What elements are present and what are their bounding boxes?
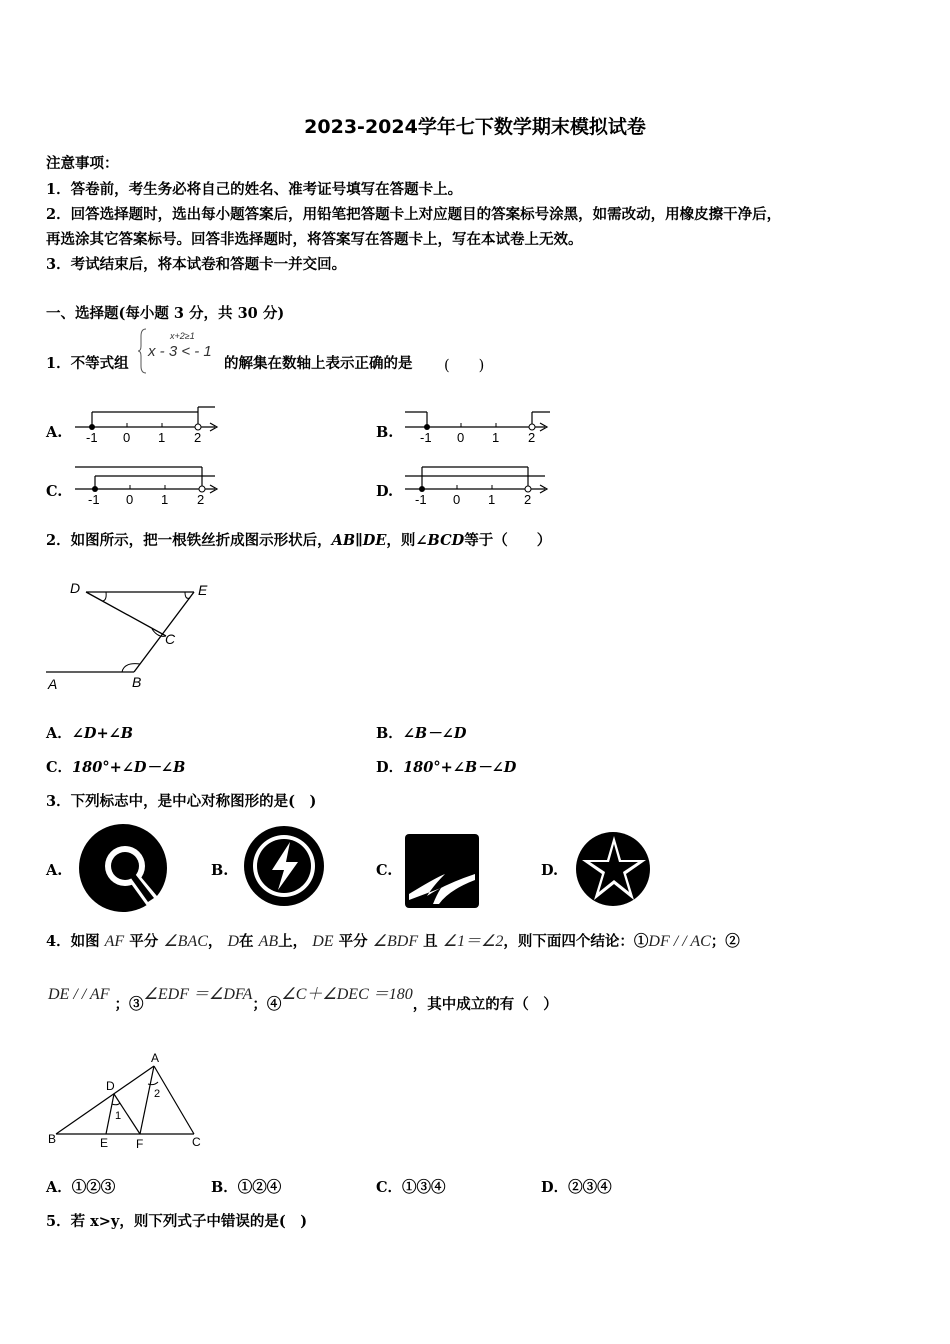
q2-prefix: 2．如图所示，把一根铁丝折成图示形状后， (46, 532, 332, 549)
q2-option-d (376, 756, 516, 777)
q2-point-b: B (132, 674, 142, 690)
tick-2: 2 (194, 430, 202, 445)
q2-angle: ∠BCD (415, 532, 465, 549)
q1-inequality-system (138, 326, 230, 376)
q4-point-b: B (48, 1132, 57, 1146)
q4-af: AF (104, 933, 125, 950)
q3-option-d-logo (574, 830, 652, 908)
q1-option-b-numberline (400, 404, 560, 446)
tick-neg1: -1 (86, 430, 98, 445)
q2-option-c-text: 180°+∠D－∠B (72, 759, 186, 776)
q3-option-a-label: A. (46, 862, 63, 879)
tick-1: 1 (161, 492, 169, 506)
tick-neg1: -1 (415, 492, 427, 506)
q1-ineq-top: x+2≥1 (170, 331, 195, 341)
q2-option-d-text: 180°+∠B－∠D (403, 759, 517, 776)
note-2: 2．回答选择题时，选出每小题答案后，用铅笔把答题卡上对应题目的答案标号涂黑，如需改动，用橡皮擦干净后， (46, 206, 782, 223)
section-heading: 一、选择题(每小题 3 分，共 30 分) (46, 305, 285, 322)
q4-text-11: ；④ (252, 996, 282, 1013)
q1-option-c-label: C. (46, 483, 63, 500)
q4-option-b (211, 1176, 281, 1197)
q3-option-b-label: B. (211, 862, 229, 879)
tick-2: 2 (528, 430, 536, 445)
q1-option-d-label: D. (376, 483, 394, 500)
q2-condition: AB∥DE (331, 532, 387, 549)
q4-conclusion-3: ∠EDF ＝∠DFA (143, 986, 253, 1003)
q2-option-b-text: ∠B－∠D (402, 725, 467, 742)
q4-text-3: ， (207, 933, 223, 950)
q4-line-1 (46, 932, 740, 952)
q4-option-c-text: ①③④ (402, 1179, 446, 1196)
q4-point-e: E (100, 1136, 109, 1150)
q1-option-d-numberline (400, 462, 560, 506)
tick-1: 1 (158, 430, 166, 445)
q4-text-8: ，则下面四个结论：① (503, 933, 649, 950)
q4-point-a: A (151, 1051, 160, 1065)
q2-option-a-text: ∠D+∠B (71, 725, 134, 742)
q4-option-c-label: C． (376, 1179, 403, 1196)
q4-text-1: 4．如图 (46, 933, 100, 950)
q2-figure (44, 576, 224, 696)
q4-text-2: 平分 (129, 933, 159, 950)
q3-option-c-logo (405, 834, 479, 908)
q4-text-10: ；③ (114, 996, 144, 1013)
q5-question: 5．若 x>y，则下列式子中错误的是( ) (46, 1213, 308, 1230)
q4-conclusion-1: DF / / AC (648, 933, 711, 950)
tick-0: 0 (123, 430, 131, 445)
q4-point-d: D (106, 1079, 115, 1093)
note-3: 3．考试结束后，将本试卷和答题卡一并交回。 (46, 256, 347, 273)
tick-0: 0 (453, 492, 461, 506)
tick-1: 1 (492, 430, 500, 445)
q2-point-d: D (70, 580, 81, 596)
tick-neg1: -1 (420, 430, 432, 445)
page-title: 2023-2024学年七下数学期末模拟试卷 (304, 116, 646, 138)
q2-point-a: A (48, 676, 58, 692)
q3-option-b-logo (242, 824, 326, 908)
q1-option-b-label: B. (376, 424, 394, 441)
q2-option-d-label: D． (376, 759, 404, 776)
tick-0: 0 (457, 430, 465, 445)
q4-bac: ∠BAC (163, 933, 208, 950)
note-1: 1．答卷前，考生务必将自己的姓名、准考证号填写在答题卡上。 (46, 181, 463, 198)
q4-option-a (46, 1176, 115, 1197)
tick-2: 2 (197, 492, 205, 506)
q4-line-2 (48, 985, 558, 1013)
note-2-cont: 再选涂其它答案标号。回答非选择题时，将答案写在答题卡上，写在本试卷上无效。 (46, 231, 583, 248)
q4-text-9: ；② (710, 933, 740, 950)
q3-question: 3．下列标志中，是中心对称图形的是( ) (46, 793, 317, 810)
q4-option-a-label: A． (46, 1179, 72, 1196)
q4-eq12: ∠1＝∠2 (442, 933, 504, 950)
q4-point-c: C (192, 1135, 201, 1149)
q4-figure (44, 1048, 214, 1154)
q4-text-5: 上， (278, 933, 308, 950)
q2-option-c (46, 756, 185, 777)
q1-prefix: 1．不等式组 (46, 355, 129, 372)
q2-option-a-label: A． (46, 725, 72, 742)
q4-option-a-text: ①②③ (71, 1179, 116, 1196)
q4-ab: AB (258, 933, 279, 950)
q4-conclusion-4: ∠C＋∠DEC ＝180 (281, 986, 413, 1003)
q2-option-a (46, 722, 133, 743)
tick-neg1: -1 (88, 492, 100, 506)
q2-question (46, 529, 551, 550)
q1-option-a-numberline (70, 404, 230, 446)
q2-mid: ，则 (386, 532, 416, 549)
q4-de: DE (312, 933, 334, 950)
q4-angle-2: 2 (154, 1088, 161, 1100)
q4-bdf: ∠BDF (372, 933, 419, 950)
q3-option-a-logo (76, 822, 170, 914)
q2-point-e: E (198, 582, 208, 598)
q4-text-4: 在 (239, 933, 254, 950)
q4-angle-1: 1 (115, 1110, 122, 1122)
q4-text-6: 平分 (338, 933, 368, 950)
q4-option-c (376, 1176, 446, 1197)
q2-option-b (376, 722, 466, 743)
q1-suffix: 的解集在数轴上表示正确的是 (224, 355, 413, 372)
q2-suffix: 等于（ ） (464, 532, 552, 549)
q2-option-b-label: B． (376, 725, 403, 742)
q2-option-c-label: C． (46, 759, 73, 776)
q4-d: D (227, 933, 240, 950)
q1-ineq-bottom: x - 3 < - 1 (148, 343, 212, 360)
q1-paren: ( ) (444, 358, 485, 374)
q4-option-b-text: ①②④ (237, 1179, 282, 1196)
q1-option-c-numberline (70, 462, 230, 506)
q4-conclusion-2: DE / / AF (48, 986, 110, 1003)
q2-point-c: C (165, 631, 176, 647)
tick-1: 1 (488, 492, 496, 506)
q4-point-f: F (136, 1137, 144, 1151)
q3-option-d-label: D. (541, 862, 559, 879)
q4-option-b-label: B． (211, 1179, 238, 1196)
q4-text-12: ，其中成立的有（ ） (412, 996, 558, 1013)
q4-option-d-label: D． (541, 1179, 569, 1196)
q4-option-d-text: ②③④ (568, 1179, 612, 1196)
tick-0: 0 (126, 492, 134, 506)
q1-option-a-label: A. (46, 424, 63, 441)
tick-2: 2 (524, 492, 532, 506)
q3-option-c-label: C. (376, 862, 393, 879)
q4-text-7: 且 (423, 933, 438, 950)
q4-option-d (541, 1176, 612, 1197)
notes-heading: 注意事项： (46, 155, 119, 172)
